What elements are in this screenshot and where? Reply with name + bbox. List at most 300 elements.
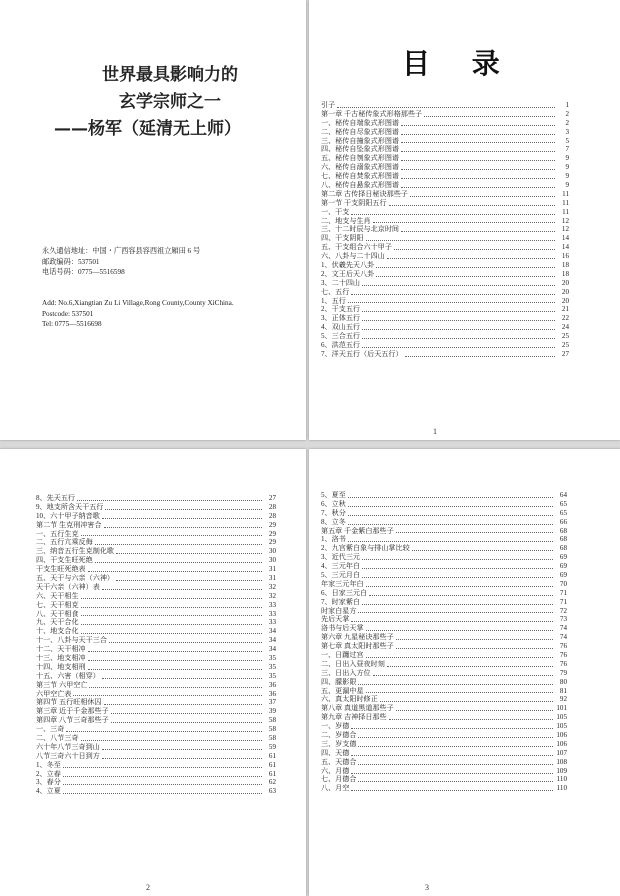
toc-heading: 目 录 — [402, 47, 516, 80]
address-english — [42, 298, 234, 330]
toc-entry-title: 3、春分 — [36, 778, 61, 787]
toc-entry — [36, 645, 276, 654]
toc-entry-page: 69 — [559, 553, 567, 562]
toc-entry-title: 七、秘传自焚象式形图谱 — [321, 172, 400, 181]
toc-entry — [321, 172, 569, 181]
toc-entry-page: 7 — [565, 145, 569, 154]
toc-leader-dots — [373, 222, 555, 223]
toc-entry-title: 第二节 生克刑冲害合 — [36, 520, 102, 529]
toc-leader-dots — [366, 657, 553, 658]
toc-entry — [36, 627, 276, 636]
toc-entry-title: 四、天德 — [321, 748, 350, 757]
toc-entry — [36, 707, 276, 716]
toc-entry-title: 五、天干与六亲（六神） — [36, 574, 115, 582]
toc-entry — [321, 535, 567, 544]
toc-leader-dots — [412, 550, 553, 551]
toc-entry — [36, 654, 276, 663]
toc-entry — [36, 494, 276, 503]
toc-entry — [321, 740, 567, 749]
toc-entry-title: 十三、地支相冲 — [36, 654, 86, 663]
toc-entry-page: 34 — [268, 645, 276, 654]
toc-entry — [36, 725, 276, 734]
toc-entry-title: 6、日家三元白 — [321, 588, 368, 597]
toc-leader-dots — [348, 515, 553, 516]
toc-leader-dots — [376, 267, 555, 268]
toc-entry-page: 61 — [268, 760, 276, 769]
toc-leader-dots — [81, 615, 262, 616]
toc-entry-title: 二、日出入昼夜时刻 — [321, 659, 385, 668]
toc-entry-page: 37 — [268, 698, 276, 707]
toc-entry-title: 十、地支合化 — [36, 627, 79, 636]
toc-entry-page: 14 — [561, 243, 569, 252]
cover-title-line-2: 玄学宗师之一 — [119, 92, 221, 112]
toc-entry — [36, 716, 276, 725]
toc-leader-dots — [63, 776, 262, 777]
toc-entry — [321, 731, 567, 740]
toc-entry — [36, 672, 276, 681]
cover-title-line-3: ——杨军（延清无上师） — [54, 119, 241, 139]
toc-leader-dots — [401, 142, 555, 143]
toc-entry — [36, 547, 276, 556]
toc-entry-title: 七、五行 — [321, 287, 350, 296]
toc-leader-dots — [351, 790, 553, 791]
toc-entry-page: 36 — [268, 689, 276, 698]
toc-entry — [321, 332, 569, 341]
toc-entry-title: 七、月德合 — [321, 775, 357, 784]
toc-leader-dots — [358, 612, 553, 613]
toc-entry — [321, 767, 567, 776]
toc-entry-page: 61 — [268, 751, 276, 760]
toc-entry-title: 八、月空 — [321, 784, 350, 793]
toc-entry-title: 8、先天五行 — [36, 493, 76, 502]
toc-leader-dots — [348, 524, 553, 525]
toc-leader-dots — [102, 749, 262, 750]
toc-leader-dots — [77, 500, 262, 501]
toc-leader-dots — [376, 276, 555, 277]
toc-entry — [321, 713, 567, 722]
toc-entry-page: 69 — [559, 562, 567, 571]
toc-entry-page: 58 — [268, 734, 276, 743]
toc-entry-title: 2、九宫紫白象与排山掌比较 — [321, 544, 410, 553]
toc-entry — [36, 521, 276, 530]
toc-entry-page: 1 — [565, 100, 569, 109]
toc-leader-dots — [348, 541, 553, 542]
toc-entry-page: 71 — [559, 597, 567, 606]
address-chinese — [42, 246, 200, 278]
toc-entry-page: 36 — [268, 680, 276, 689]
toc-entry — [36, 779, 276, 788]
toc-entry-title: 九、天干合化 — [36, 618, 79, 627]
toc-leader-dots — [66, 731, 262, 732]
toc-entry-page: 20 — [561, 287, 569, 296]
toc-leader-dots — [81, 740, 262, 741]
toc-entry — [321, 642, 567, 651]
toc-entry — [321, 491, 567, 500]
toc-entry — [36, 787, 276, 796]
toc-entry-title: 一、干支 — [321, 207, 350, 216]
toc-entry-title: 三、秘传自撞象式形图谱 — [321, 136, 400, 145]
toc-entry — [321, 553, 567, 562]
toc-entry-title: 9、地支所含天干五行 — [36, 502, 104, 511]
toc-entry — [36, 761, 276, 770]
toc-entry — [321, 270, 569, 279]
toc-entry-page: 30 — [268, 556, 276, 565]
toc-entry-page: 11 — [562, 189, 569, 198]
toc-entry — [36, 663, 276, 672]
toc-entry-page: 76 — [559, 651, 567, 660]
toc-entry-page: 110 — [556, 784, 567, 793]
toc-entry-title: 六十年八节三奇到山 — [36, 742, 100, 751]
toc-entry-page: 72 — [559, 606, 567, 615]
toc-leader-dots — [351, 214, 555, 215]
toc-entry-title: 第八章 真道黑道那些子 — [321, 704, 394, 713]
toc-leader-dots — [81, 535, 262, 536]
toc-entry — [321, 669, 567, 678]
toc-entry — [321, 288, 569, 297]
toc-entry — [321, 758, 567, 767]
toc-leader-dots — [362, 338, 555, 339]
toc-entry-page: 35 — [268, 662, 276, 671]
toc-entry-page: 80 — [559, 677, 567, 686]
toc-entry-title: 第二章 古传择日秘诀那些子 — [321, 189, 408, 198]
toc-entry — [36, 538, 276, 547]
cover-title — [54, 62, 280, 143]
toc-leader-dots — [348, 302, 555, 303]
toc-entry-page: 29 — [268, 529, 276, 538]
toc-entry-title: 5、夏至 — [321, 490, 346, 499]
toc-leader-dots — [348, 506, 553, 507]
toc-leader-dots — [394, 249, 555, 250]
toc-leader-dots — [401, 231, 555, 232]
toc-entry-page: 9 — [565, 181, 569, 189]
toc-entry-page: 74 — [559, 624, 567, 633]
toc-leader-dots — [358, 737, 553, 738]
toc-entry — [36, 743, 276, 752]
toc-entry-page: 21 — [561, 305, 569, 314]
toc-leader-dots — [88, 651, 262, 652]
toc-leader-dots — [81, 598, 262, 599]
toc-entry-title: 五、更漏中星 — [321, 686, 364, 695]
toc-entry-page: 12 — [561, 225, 569, 234]
toc-entry-title: 十四、地支相刑 — [36, 662, 86, 671]
toc-entry — [36, 512, 276, 521]
toc-entry-page: 27 — [268, 493, 276, 502]
toc-entry-title: 十一、八卦与天干三合 — [36, 636, 107, 645]
toc-leader-dots — [95, 562, 262, 563]
toc-leader-dots — [358, 684, 553, 685]
toc-entry-page: 18 — [561, 261, 569, 270]
toc-entry-page: 69 — [559, 571, 567, 579]
toc-entry-page: 74 — [559, 633, 567, 642]
toc-entry-title: 7、秋分 — [321, 508, 346, 517]
toc-entry — [321, 660, 567, 669]
toc-leader-dots — [389, 205, 555, 206]
toc-leader-dots — [81, 624, 262, 625]
toc-entry-title: 六甲空亡表 — [36, 689, 72, 698]
toc-entry-title: 8、立冬 — [321, 517, 346, 526]
toc-entry — [321, 580, 567, 589]
toc-entry — [321, 651, 567, 660]
toc-leader-dots — [362, 559, 553, 560]
toc-entry-title: 第四节 五行旺相休囚 — [36, 698, 102, 707]
toc-entry — [321, 101, 569, 110]
toc-entry-page: 9 — [565, 163, 569, 172]
toc-leader-dots — [116, 553, 262, 554]
toc-entry-page: 101 — [556, 704, 567, 713]
toc-entry-page: 12 — [561, 216, 569, 225]
toc-leader-dots — [366, 240, 555, 241]
toc-entry-title: 六、八卦与二十四山 — [321, 252, 385, 261]
toc-entry-page: 3 — [565, 127, 569, 136]
toc-leader-dots — [351, 755, 553, 756]
toc-leader-dots — [387, 666, 553, 667]
toc-leader-dots — [95, 544, 262, 545]
toc-entry-page: 20 — [561, 296, 569, 305]
toc-leader-dots — [366, 692, 553, 693]
toc-leader-dots — [351, 728, 553, 729]
toc-entry — [321, 544, 567, 553]
toc-entry-page: 31 — [268, 574, 276, 582]
toc-entry — [321, 181, 569, 190]
toc-entry-title: 6、立秋 — [321, 499, 346, 508]
toc-entry — [321, 527, 567, 536]
toc-entry-page: 25 — [561, 332, 569, 341]
toc-entry-title: 第七章 真太阳时那些子 — [321, 642, 394, 651]
toc-leader-dots — [362, 568, 553, 569]
toc-entry-page: 2 — [565, 109, 569, 118]
toc-entry-title: 1、伏羲先天八卦 — [321, 261, 375, 270]
toc-entry-page: 34 — [268, 627, 276, 636]
toc-entry-page: 31 — [268, 565, 276, 574]
toc-entry-page: 14 — [561, 234, 569, 243]
toc-entry — [321, 119, 569, 128]
toc-leader-dots — [401, 169, 555, 170]
toc-entry-title: 1、冬至 — [36, 760, 61, 769]
toc-leader-dots — [81, 607, 262, 608]
toc-entry-page: 5 — [565, 136, 569, 145]
toc-entry-page: 65 — [559, 508, 567, 517]
toc-entry — [321, 633, 567, 642]
toc-entry-title: 四、干支生旺死绝 — [36, 556, 93, 565]
toc-entry-page: 66 — [559, 517, 567, 526]
toc-leader-dots — [104, 527, 262, 528]
toc-entry — [321, 749, 567, 758]
toc-entry-title: 五、秘传自刎象式形图谱 — [321, 154, 400, 163]
toc-entry-title: 六、月德 — [321, 766, 350, 775]
toc-entry-title: 第三章 近于千金那些子 — [36, 707, 109, 716]
toc-leader-dots — [109, 642, 262, 643]
page-cover — [0, 0, 306, 440]
toc-leader-dots — [362, 329, 555, 330]
toc-entry — [321, 110, 569, 119]
address-en-line: Add: No.6,Xiangtian Zu Li Village,Rong County,County XiChina. — [42, 299, 234, 307]
toc-entry — [321, 128, 569, 137]
toc-entry-page: 32 — [268, 591, 276, 600]
toc-entry-title: 二、地支与生肖 — [321, 216, 371, 225]
toc-leader-dots — [358, 764, 553, 765]
toc-entry-title: 3、正体五行 — [321, 314, 361, 323]
toc-leader-dots — [401, 134, 555, 135]
toc-leader-dots — [396, 639, 553, 640]
toc-entry-page: 108 — [556, 757, 567, 766]
toc-entry-title: 五、天德合 — [321, 757, 357, 766]
toc-entry-title: 六、真太阳时修正 — [321, 695, 378, 704]
toc-entry-page: 24 — [561, 323, 569, 332]
toc-entry-title: 五、干支组合六十甲子 — [321, 243, 392, 252]
toc-entry — [321, 145, 569, 154]
toc-entry-title: 七、天干相克 — [36, 600, 79, 609]
toc-leader-dots — [396, 710, 553, 711]
toc-entry-title: 一、岁德 — [321, 722, 350, 731]
toc-leader-dots — [88, 571, 262, 572]
toc-entry — [36, 574, 276, 583]
toc-entry-title: 十五、六害（相穿） — [36, 671, 100, 680]
toc-entry — [321, 571, 567, 580]
toc-leader-dots — [351, 294, 555, 295]
toc-entry-title: 干支生旺死绝表 — [36, 565, 86, 574]
toc-leader-dots — [351, 621, 553, 622]
toc-leader-dots — [410, 196, 555, 197]
toc-entry-page: 34 — [268, 636, 276, 645]
toc-leader-dots — [111, 713, 262, 714]
toc-entry-title: 四、干支阴阳 — [321, 234, 364, 243]
toc-entry — [321, 518, 567, 527]
toc-entry-title: 三、十二时辰与北京时间 — [321, 225, 400, 234]
toc-leader-dots — [81, 633, 262, 634]
toc-entry-title: 时家白星方 — [321, 606, 357, 615]
toc-leader-dots — [366, 630, 553, 631]
toc-entry-page: 107 — [556, 748, 567, 757]
toc-entry-title: 第四章 八节三奇那些子 — [36, 716, 109, 725]
toc-leader-dots — [63, 793, 262, 794]
toc-entry-title: 第三节 六甲空亡 — [36, 680, 88, 689]
toc-leader-dots — [362, 320, 555, 321]
toc-leader-dots — [105, 509, 262, 510]
toc-entry-page: 27 — [561, 349, 569, 358]
toc-entry — [321, 509, 567, 518]
postcode-cn-line: 邮政编码：537501 — [42, 257, 100, 266]
toc-entry — [36, 556, 276, 565]
toc-entry-title: 2、文王后天八卦 — [321, 269, 375, 278]
toc-leader-dots — [362, 604, 553, 605]
toc-entry — [321, 562, 567, 571]
toc-leader-dots — [396, 532, 553, 533]
toc-leader-dots — [362, 347, 555, 348]
toc-entry-title: 八节三奇六十日到方 — [36, 751, 100, 760]
toc-entry — [321, 234, 569, 243]
toc-entry-title: 3、二十四山 — [321, 278, 361, 287]
toc-entry-page: 65 — [559, 499, 567, 508]
toc-entry-page: 33 — [268, 600, 276, 609]
toc-leader-dots — [337, 107, 555, 108]
toc-entry-page: 106 — [556, 731, 567, 740]
toc-entry-title: 洛书与后天掌 — [321, 624, 364, 633]
toc-entry-title: 六、秘传自溺象式形图谱 — [321, 163, 400, 172]
toc-entry-page: 16 — [561, 252, 569, 261]
toc-leader-dots — [362, 311, 555, 312]
toc-entry-page: 109 — [556, 766, 567, 775]
toc-entry — [36, 565, 276, 574]
toc-entry-page: 70 — [559, 579, 567, 588]
toc-entry-title: 第九章 吉神择日那些 — [321, 713, 387, 722]
toc-entry-title: 一、日躔过宫 — [321, 651, 364, 660]
postcode-en-line: Postcode: 537501 — [42, 309, 94, 318]
toc-entry-page: 71 — [559, 588, 567, 597]
page-number: 2 — [146, 883, 150, 892]
toc-entry-page: 35 — [268, 671, 276, 680]
toc-entry-title: 一、三奇 — [36, 725, 65, 734]
toc-entry — [36, 770, 276, 779]
toc-entry — [321, 261, 569, 270]
toc-entry-title: 5、三合五行 — [321, 332, 361, 341]
toc-entry-title: 年家三元年白 — [321, 579, 364, 588]
toc-entry-title: 一、秘传自端象式形图谱 — [321, 118, 400, 127]
toc-entry-title: 六、天干相生 — [36, 591, 79, 600]
toc-leader-dots — [102, 589, 262, 590]
toc-leader-dots — [424, 116, 555, 117]
toc-entry-page: 2 — [565, 118, 569, 127]
toc-entry — [36, 636, 276, 645]
toc-entry-page: 35 — [268, 654, 276, 663]
toc-entry-title: 三、日出入方位 — [321, 668, 371, 677]
toc-entry-title: 6、洪范五行 — [321, 341, 361, 350]
toc-entry — [321, 500, 567, 509]
toc-entry-page: 25 — [561, 341, 569, 350]
toc-entry-title: 3、近代三元 — [321, 553, 361, 562]
toc-entry-title: 引子 — [321, 100, 336, 109]
toc-entry-title: 先后天掌 — [321, 615, 350, 624]
toc-entry-title: 1、五行 — [321, 296, 346, 305]
toc-leader-dots — [401, 187, 555, 188]
toc-entry-title: 三、纳音五行生克制化歌 — [36, 547, 115, 556]
toc-leader-dots — [111, 722, 262, 723]
toc-entry-title: 天干六亲（六神）表 — [36, 582, 100, 591]
toc-entry-title: 十二、天干相冲 — [36, 645, 86, 654]
toc-entry-title: 二、八节三奇 — [36, 734, 79, 743]
toc-list-page-1 — [321, 101, 569, 359]
toc-entry-title: 1、洛书 — [321, 535, 346, 544]
toc-list-page-2 — [36, 494, 276, 796]
toc-leader-dots — [88, 669, 262, 670]
toc-entry — [321, 243, 569, 252]
toc-entry-title: 第一章 千古秘传象式形格那些子 — [321, 109, 423, 118]
phone-en-line: Tel: 0775—5516698 — [42, 320, 102, 328]
toc-entry-title: 4、双山五行 — [321, 323, 361, 332]
toc-entry — [321, 279, 569, 288]
toc-entry-page: 9 — [565, 154, 569, 163]
toc-entry — [321, 598, 567, 607]
toc-entry — [321, 199, 569, 208]
toc-leader-dots — [348, 497, 553, 498]
toc-entry — [36, 503, 276, 512]
toc-entry — [321, 154, 569, 163]
toc-entry — [321, 704, 567, 713]
toc-entry-page: 76 — [559, 642, 567, 651]
toc-leader-dots — [362, 285, 555, 286]
toc-entry-page: 62 — [268, 778, 276, 787]
toc-leader-dots — [401, 178, 555, 179]
toc-entry — [321, 252, 569, 261]
toc-entry-page: 105 — [556, 722, 567, 731]
toc-entry — [36, 583, 276, 592]
toc-entry-page: 33 — [268, 618, 276, 627]
toc-entry — [321, 784, 567, 793]
toc-entry — [321, 589, 567, 598]
toc-entry-title: 二、五行亢乘反侮 — [36, 538, 93, 547]
toc-entry — [36, 592, 276, 601]
toc-entry-page: 63 — [268, 787, 276, 796]
toc-leader-dots — [88, 660, 262, 661]
